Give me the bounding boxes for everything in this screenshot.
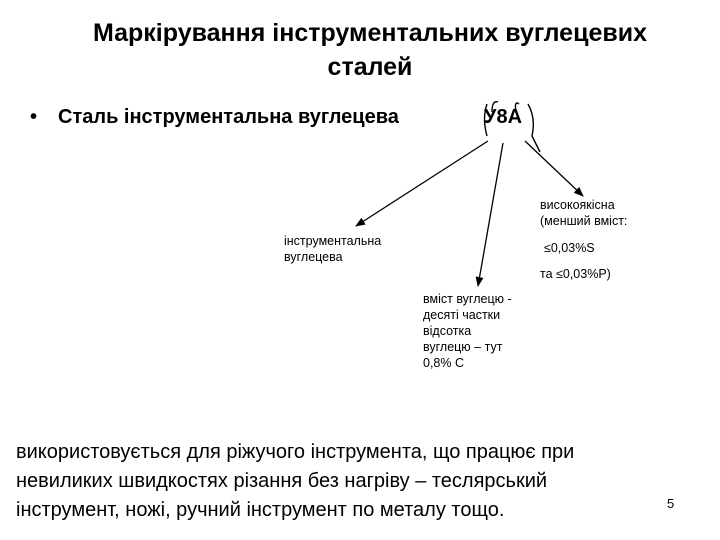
arrow-to-tool-carbon bbox=[356, 141, 488, 226]
circle-mark-u bbox=[485, 104, 488, 136]
label-phosphorus: та ≤0,03%Р) bbox=[540, 267, 611, 281]
circle-mark-a bbox=[515, 103, 540, 152]
usage-paragraph bbox=[16, 438, 706, 525]
steel-grade: У8А bbox=[484, 106, 523, 128]
title-line-2: сталей bbox=[327, 53, 413, 81]
cc-line-5: 0,8% С bbox=[423, 356, 464, 370]
label-sulfur: ≤0,03%S bbox=[544, 241, 595, 255]
usage-line-1: використовується для ріжучого інструмента, що працює при bbox=[16, 441, 575, 463]
cc-line-1: вміст вуглецю - bbox=[423, 292, 512, 306]
label-tool-carbon bbox=[284, 233, 381, 265]
tc-line-2: вуглецева bbox=[284, 250, 343, 264]
cc-line-2: десяті частки bbox=[423, 308, 501, 322]
page-number: 5 bbox=[667, 496, 675, 511]
usage-line-2: невиликих швидкостях різання без нагріву – теслярський bbox=[16, 470, 548, 492]
cc-line-3: відсотка bbox=[423, 324, 472, 338]
tc-line-1: інструментальна bbox=[284, 234, 382, 248]
label-carbon-content bbox=[423, 291, 512, 371]
usage-line-3: інструмент, ножі, ручний інструмент по металу тощо. bbox=[16, 499, 505, 521]
arrow-to-high-quality bbox=[525, 141, 583, 196]
bullet-text: Сталь інструментальна вуглецева bbox=[58, 106, 399, 128]
hq-line-1: високоякісна bbox=[540, 198, 615, 212]
label-high-quality bbox=[540, 197, 627, 229]
bullet-symbol: • bbox=[30, 106, 38, 128]
title-line-1: Маркірування інструментальних вуглецевих bbox=[92, 19, 648, 47]
hq-line-2: (менший вміст: bbox=[540, 214, 628, 228]
circle-mark-8 bbox=[492, 102, 498, 112]
cc-line-4: вуглецю – тут bbox=[423, 340, 503, 354]
arrow-to-carbon-content bbox=[478, 143, 503, 286]
